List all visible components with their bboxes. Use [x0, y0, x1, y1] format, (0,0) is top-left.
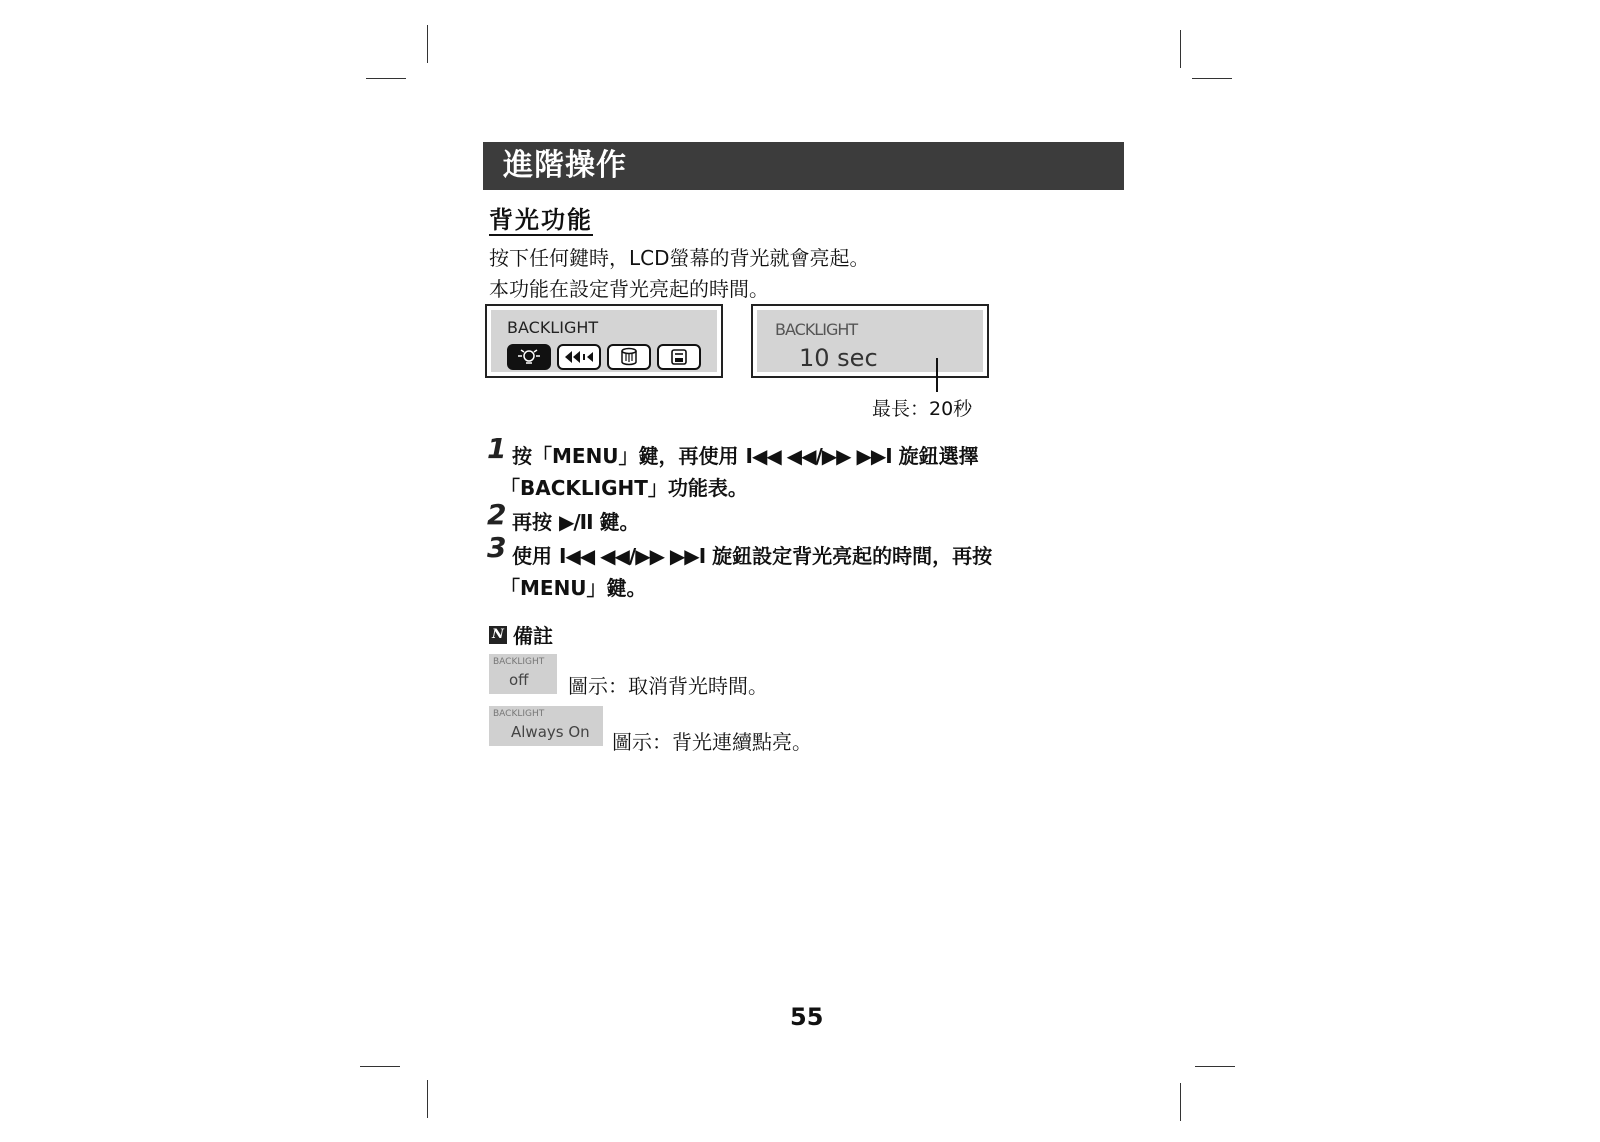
step-text: 旋鈕選擇	[898, 444, 979, 468]
thumb-value: off	[509, 671, 529, 689]
skip-seek-buttons-icon: I◀◀ ◀◀/▶▶ ▶▶I	[745, 444, 892, 468]
step-1-line-2: 「BACKLIGHT」功能表。	[500, 476, 748, 500]
lcd-menu-label: BACKLIGHT	[507, 318, 599, 337]
note-item-text: 圖示：取消背光時間。	[568, 674, 768, 698]
crop-mark	[1192, 78, 1232, 79]
step-text: 使用	[512, 544, 552, 568]
play-pause-icon: ▶/II	[558, 510, 593, 534]
step-3-line-1	[512, 540, 992, 569]
crop-mark	[1195, 1066, 1235, 1067]
note-title: 備註	[513, 624, 553, 648]
note-item-text: 圖示：背光連續點亮。	[612, 730, 812, 754]
step-text: 鍵。	[599, 510, 640, 534]
step-3-line-2: 「MENU」鍵。	[500, 576, 647, 600]
step-number: 3	[487, 531, 507, 564]
callout-line	[936, 358, 938, 392]
step-number: 2	[487, 498, 507, 531]
crop-mark	[1180, 30, 1181, 68]
save-icon	[657, 344, 701, 370]
intro-line-1: 按下任何鍵時，LCD螢幕的背光就會亮起。	[489, 246, 870, 270]
backlight-always-on-thumbnail	[489, 706, 603, 746]
note-heading	[489, 620, 553, 649]
crop-mark	[427, 1080, 428, 1118]
step-text: 按「MENU」鍵，再使用	[512, 444, 739, 468]
crop-mark	[1180, 1083, 1181, 1121]
lcd-screen-time	[751, 304, 989, 378]
page-number: 55	[790, 1003, 824, 1031]
step-text: 再按	[512, 510, 552, 534]
crop-mark	[360, 1066, 400, 1067]
crop-mark	[366, 78, 406, 79]
step-number: 1	[487, 432, 507, 465]
lcd-screen-menu	[485, 304, 723, 378]
crop-mark	[427, 25, 428, 63]
backlight-bulb-icon	[507, 344, 551, 370]
lcd-icon-row	[507, 344, 701, 370]
lcd-time-value: 10 sec	[799, 344, 878, 372]
intro-line-2: 本功能在設定背光亮起的時間。	[489, 277, 769, 301]
max-time-caption: 最長：20秒	[872, 398, 973, 420]
memory-icon	[607, 344, 651, 370]
step-2-line-1	[512, 506, 640, 535]
equalizer-icon	[557, 344, 601, 370]
step-text: 旋鈕設定背光亮起的時間，再按	[712, 544, 993, 568]
backlight-off-thumbnail	[489, 654, 557, 694]
step-1-line-1	[512, 440, 979, 469]
thumb-label: BACKLIGHT	[493, 657, 545, 667]
note-icon: N	[489, 626, 507, 644]
section-title: 背光功能	[489, 206, 593, 234]
page-header: 進階操作	[483, 142, 1124, 190]
lcd-time-label: BACKLIGHT	[775, 320, 858, 339]
skip-seek-buttons-icon: I◀◀ ◀◀/▶▶ ▶▶I	[558, 544, 706, 568]
thumb-value: Always On	[511, 723, 590, 741]
thumb-label: BACKLIGHT	[493, 709, 545, 719]
